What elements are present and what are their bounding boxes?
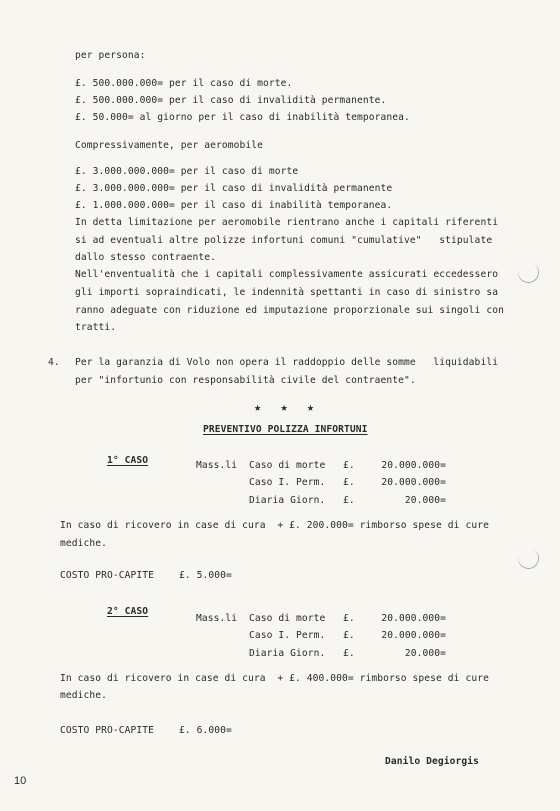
page-number: 10	[14, 775, 27, 787]
case-row-name: Caso di morte	[249, 613, 326, 624]
persona-limit-line: £. 500.000.000= per il caso di morte.	[75, 78, 293, 89]
case-row-amount: 20.000.000=	[381, 477, 446, 488]
case-row-amount: 20.000=	[404, 648, 446, 659]
paragraph-line: si ad eventuali altre polizze infortuni comuni "cumulative" stipulate	[75, 235, 493, 246]
case-row-name: Diaria Giorn.	[249, 648, 326, 659]
paragraph-line: tratti.	[75, 322, 117, 333]
paragraph-line: gli importi sopraindicati, le indennità spettanti in caso di sinistro sa	[75, 287, 499, 298]
mass-label: Mass.li	[196, 613, 238, 624]
binder-hole-mark	[515, 259, 542, 286]
item-number: 4.	[48, 357, 60, 368]
case-note-line: In caso di ricovero in case di cura + £. 400.000= rimborso spese di cure	[60, 673, 489, 684]
paragraph-line: Nell'enventualità che i capitali complessivamente assicurati eccedessero	[75, 269, 499, 280]
separator-stars: ★ ★ ★	[254, 400, 321, 414]
case-row-currency: £.	[343, 648, 355, 659]
cost-label: COSTO PRO-CAPITE	[60, 725, 155, 736]
case-note-line: mediche.	[60, 690, 108, 701]
case-row-currency: £.	[343, 460, 355, 471]
case-row-amount: 20.000=	[404, 495, 446, 506]
persona-limit-line: £. 500.000.000= per il caso di invalidità permanente.	[75, 95, 387, 106]
case-row-currency: £.	[343, 630, 355, 641]
intro-text: per persona:	[75, 50, 146, 61]
case-row-name: Caso I. Perm.	[249, 477, 326, 488]
aircraft-heading: Compressivamente, per aeromobile	[75, 140, 264, 151]
case-row-amount: 20.000.000=	[381, 613, 446, 624]
persona-limit-line: £. 50.000= al giorno per il caso di inabilità temporanea.	[75, 112, 410, 123]
case-row-name: Caso I. Perm.	[249, 630, 326, 641]
case-row-currency: £.	[343, 613, 355, 624]
signature: Danilo Degiorgis	[385, 756, 480, 767]
case-note-line: In caso di ricovero in case di cura + £. 200.000= rimborso spese di cure	[60, 520, 489, 531]
paragraph-line: In detta limitazione per aeromobile rientrano anche i capitali riferenti	[75, 217, 499, 228]
aircraft-limit-line: £. 3.000.000.000= per il caso di morte	[75, 166, 299, 177]
paragraph-line: ranno adeguate con riduzione ed imputazione proporzionale sui singoli con	[75, 305, 504, 316]
mass-label: Mass.li	[196, 460, 238, 471]
cost-value: £. 5.000=	[179, 570, 232, 581]
cost-value: £. 6.000=	[179, 725, 232, 736]
case-label: 2° CASO	[107, 606, 149, 617]
case-row-currency: £.	[343, 495, 355, 506]
item-line: per "infortunio con responsabilità civile del contraente".	[75, 375, 416, 386]
cost-label: COSTO PRO-CAPITE	[60, 570, 155, 581]
binder-hole-mark	[515, 545, 542, 572]
aircraft-limit-line: £. 1.000.000.000= per il caso di inabilità temporanea.	[75, 200, 393, 211]
case-row-name: Diaria Giorn.	[249, 495, 326, 506]
case-row-currency: £.	[343, 477, 355, 488]
quote-title: PREVENTIVO POLIZZA INFORTUNI	[203, 424, 368, 435]
case-row-name: Caso di morte	[249, 460, 326, 471]
case-label: 1° CASO	[107, 455, 149, 466]
paragraph-line: dallo stesso contraente.	[75, 252, 217, 263]
case-note-line: mediche.	[60, 538, 108, 549]
aircraft-limit-line: £. 3.000.000.000= per il caso di invalidità permanente	[75, 183, 393, 194]
case-row-amount: 20.000.000=	[381, 460, 446, 471]
case-row-amount: 20.000.000=	[381, 630, 446, 641]
item-line: Per la garanzia di Volo non opera il raddoppio delle somme liquidabili	[75, 357, 499, 368]
